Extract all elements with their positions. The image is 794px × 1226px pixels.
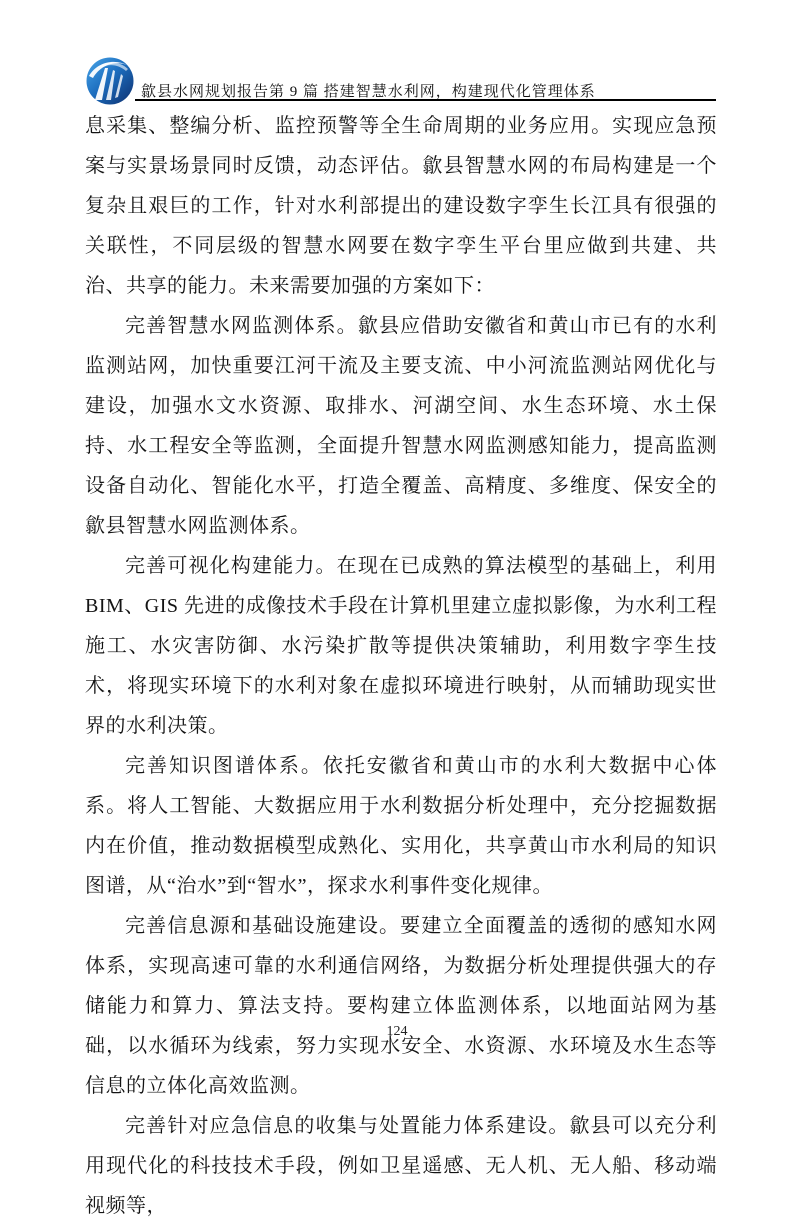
water-network-logo-icon [85, 56, 135, 106]
water-network-logo-svg [85, 56, 135, 106]
page-number: 124 [386, 1024, 408, 1039]
body-paragraph-continuation: 息采集、整编分析、监控预警等全生命周期的业务应用。实现应急预案与实景场景同时反馈，动态评估。歙县智慧水网的布局构建是一个复杂且艰巨的工作，针对水利部提出的建设数字孪生长江具有很强的关联性，不同层级的智慧水网要在数字孪生平台里应做到共建、共治、共享的能力。未来需要加强的方案如下： [85, 115, 717, 297]
body-paragraph: 完善智慧水网监测体系。歙县应借助安徽省和黄山市已有的水利监测站网，加快重要江河干流及主要支流、中小河流监测站网优化与建设，加强水文水资源、取排水、河湖空间、水生态环境、水土保持、水工程安全等监测，全面提升智慧水网监测感知能力，提高监测设备自动化、智能化水平，打造全覆盖、高精度、多维度、保安全的歙县智慧水网监测体系。 [85, 315, 717, 537]
body-paragraph: 完善知识图谱体系。依托安徽省和黄山市的水利大数据中心体系。将人工智能、大数据应用于水利数据分析处理中，充分挖掘数据内在价值，推动数据模型成熟化、实用化，共享黄山市水利局的知识图谱，从“治水”到“智水”，探求水利事件变化规律。 [85, 755, 717, 897]
body-paragraph: 完善针对应急信息的收集与处置能力体系建设。歙县可以充分利用现代化的科技技术手段，例如卫星遥感、无人机、无人船、移动端视频等， [85, 1115, 717, 1217]
header-title: 歙县水网规划报告第 9 篇 搭建智慧水利网，构建现代化管理体系 [141, 84, 596, 100]
document-body [85, 106, 717, 1226]
page-footer [0, 1022, 794, 1040]
body-paragraph: 完善可视化构建能力。在现在已成熟的算法模型的基础上，利用BIM、GIS 先进的成像技术手段在计算机里建立虚拟影像，为水利工程施工、水灾害防御、水污染扩散等提供决策辅助，利用数字孪生技术，将现实环境下的水利对象在虚拟环境进行映射，从而辅助现实世界的水利决策。 [85, 555, 718, 737]
page-header [85, 56, 716, 104]
body-paragraph: 完善信息源和基础设施建设。要建立全面覆盖的透彻的感知水网体系，实现高速可靠的水利通信网络，为数据分析处理提供强大的存储能力和算力、算法支持。要构建立体监测体系，以地面站网为基础，以水循环为线索，努力实现水安全、水资源、水环境及水生态等信息的立体化高效监测。 [85, 915, 717, 1097]
